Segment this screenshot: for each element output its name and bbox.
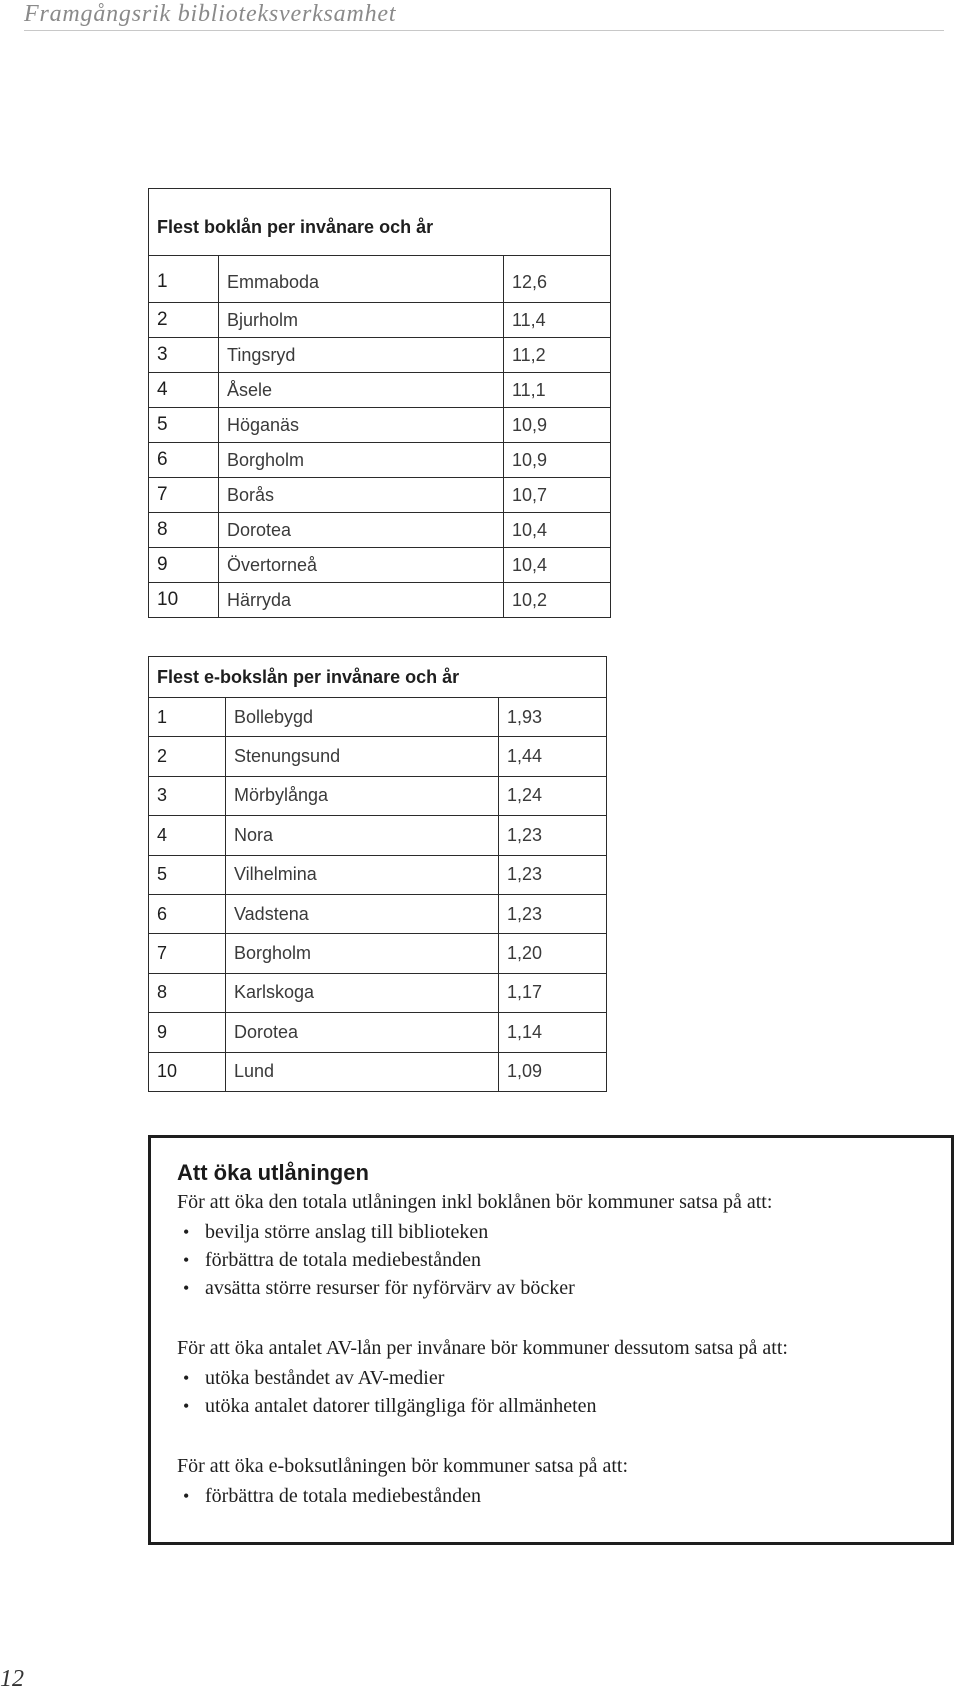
book-loans-table (148, 188, 611, 618)
bullet-icon: • (183, 1368, 190, 1388)
value-cell: 1,23 (499, 816, 607, 855)
table-row (149, 408, 611, 443)
value-cell: 11,2 (504, 338, 611, 373)
rank-cell: 5 (149, 408, 219, 443)
municipality-cell: Dorotea (226, 1013, 499, 1052)
bullet-icon: • (183, 1486, 190, 1506)
rank-cell: 5 (149, 855, 226, 894)
rank-cell: 10 (149, 583, 219, 618)
municipality-cell: Mörbylånga (226, 776, 499, 815)
rank-cell: 6 (149, 894, 226, 933)
rank-cell: 9 (149, 1013, 226, 1052)
table-row (149, 443, 611, 478)
municipality-cell: Härryda (219, 583, 504, 618)
header-rule (24, 30, 944, 31)
table-row (149, 1052, 607, 1091)
value-cell: 1,09 (499, 1052, 607, 1091)
table-row (149, 973, 607, 1012)
municipality-cell: Övertorneå (219, 548, 504, 583)
municipality-cell: Dorotea (219, 513, 504, 548)
block-intro: För att öka den totala utlåningen inkl boklånen bör kommuner satsa på att: (177, 1191, 773, 1213)
ebook-loans-table (148, 656, 607, 1092)
value-cell: 1,44 (499, 737, 607, 776)
block-spacer (177, 1420, 927, 1452)
municipality-cell: Borås (219, 478, 504, 513)
value-cell: 12,6 (504, 256, 611, 303)
value-cell: 1,93 (499, 698, 607, 737)
info-box-title: Att öka utlåningen (177, 1160, 369, 1185)
municipality-cell: Borgholm (226, 934, 499, 973)
municipality-cell: Höganäs (219, 408, 504, 443)
rank-cell: 6 (149, 443, 219, 478)
value-cell: 10,9 (504, 443, 611, 478)
table-row (149, 776, 607, 815)
rank-cell: 2 (149, 303, 219, 338)
list-item (177, 1274, 927, 1302)
bullet-icon: • (183, 1250, 190, 1270)
list-item-text: utöka beståndet av AV-medier (205, 1367, 445, 1389)
list-item (177, 1364, 927, 1392)
value-cell: 1,24 (499, 776, 607, 815)
rank-cell: 9 (149, 548, 219, 583)
list-item (177, 1392, 927, 1420)
table-row (149, 737, 607, 776)
rank-cell: 7 (149, 934, 226, 973)
list-item-text: utöka antalet datorer tillgängliga för allmänheten (205, 1395, 597, 1417)
table-row (149, 513, 611, 548)
list-item-text: förbättra de totala mediebestånden (205, 1249, 481, 1271)
list-item (177, 1482, 927, 1510)
table-row (149, 256, 611, 303)
value-cell: 10,7 (504, 478, 611, 513)
value-cell: 10,2 (504, 583, 611, 618)
list-item-text: bevilja större anslag till biblioteken (205, 1221, 489, 1243)
rank-cell: 8 (149, 973, 226, 1012)
municipality-cell: Lund (226, 1052, 499, 1091)
municipality-cell: Nora (226, 816, 499, 855)
table-row (149, 548, 611, 583)
rank-cell: 10 (149, 1052, 226, 1091)
page-number: 12 (0, 1666, 24, 1692)
ebook-loans-table-title: Flest e-bokslån per invånare och år (149, 657, 607, 698)
table-row (149, 303, 611, 338)
table-row (149, 338, 611, 373)
municipality-cell: Borgholm (219, 443, 504, 478)
value-cell: 1,14 (499, 1013, 607, 1052)
rank-cell: 4 (149, 373, 219, 408)
table-row (149, 583, 611, 618)
bullet-icon: • (183, 1396, 190, 1416)
bullet-list (177, 1482, 927, 1510)
municipality-cell: Tingsryd (219, 338, 504, 373)
table-row (149, 816, 607, 855)
municipality-cell: Emmaboda (219, 256, 504, 303)
bullet-icon: • (183, 1222, 190, 1242)
value-cell: 10,4 (504, 548, 611, 583)
rank-cell: 3 (149, 776, 226, 815)
list-item-text: avsätta större resurser för nyförvärv av böcker (205, 1277, 575, 1299)
rank-cell: 4 (149, 816, 226, 855)
block-intro: För att öka antalet AV-lån per invånare bör kommuner dessutom satsa på att: (177, 1337, 788, 1359)
block-spacer (177, 1302, 927, 1334)
value-cell: 1,17 (499, 973, 607, 1012)
municipality-cell: Åsele (219, 373, 504, 408)
rank-cell: 8 (149, 513, 219, 548)
list-item (177, 1246, 927, 1274)
rank-cell: 3 (149, 338, 219, 373)
table-row (149, 894, 607, 933)
municipality-cell: Karlskoga (226, 973, 499, 1012)
table-row (149, 1013, 607, 1052)
municipality-cell: Stenungsund (226, 737, 499, 776)
bullet-icon: • (183, 1278, 190, 1298)
list-item (177, 1218, 927, 1246)
value-cell: 10,4 (504, 513, 611, 548)
list-item-text: förbättra de totala mediebestånden (205, 1485, 481, 1507)
book-loans-table-title: Flest boklån per invånare och år (149, 189, 611, 256)
municipality-cell: Bjurholm (219, 303, 504, 338)
table-row (149, 373, 611, 408)
running-header-title: Framgångsrik biblioteksverksamhet (24, 1, 397, 27)
rank-cell: 1 (149, 256, 219, 303)
value-cell: 11,4 (504, 303, 611, 338)
value-cell: 1,20 (499, 934, 607, 973)
bullet-list (177, 1364, 927, 1420)
rank-cell: 2 (149, 737, 226, 776)
table-row (149, 698, 607, 737)
municipality-cell: Vadstena (226, 894, 499, 933)
rank-cell: 1 (149, 698, 226, 737)
bullet-list (177, 1218, 927, 1302)
table-row (149, 855, 607, 894)
municipality-cell: Vilhelmina (226, 855, 499, 894)
table-row (149, 934, 607, 973)
municipality-cell: Bollebygd (226, 698, 499, 737)
value-cell: 1,23 (499, 855, 607, 894)
value-cell: 10,9 (504, 408, 611, 443)
rank-cell: 7 (149, 478, 219, 513)
value-cell: 11,1 (504, 373, 611, 408)
value-cell: 1,23 (499, 894, 607, 933)
increase-lending-box (148, 1135, 954, 1545)
table-row (149, 478, 611, 513)
block-intro: För att öka e-boksutlåningen bör kommuner satsa på att: (177, 1455, 629, 1477)
